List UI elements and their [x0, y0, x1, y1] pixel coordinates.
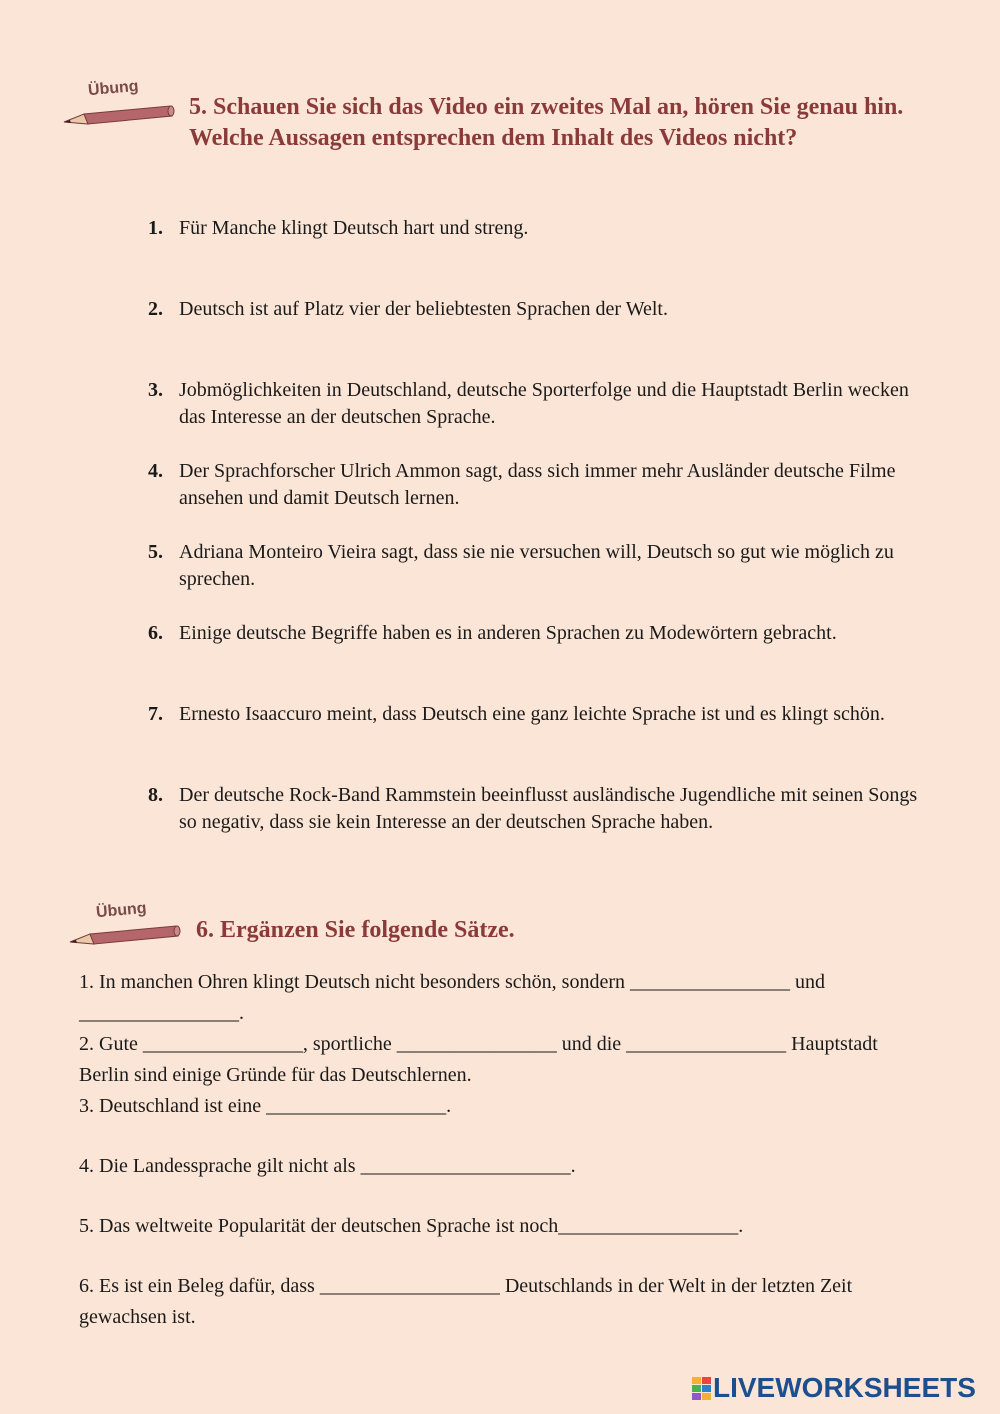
item-number: 5.	[148, 541, 163, 563]
item-number: 2.	[148, 298, 163, 320]
liveworksheets-logo	[692, 1372, 976, 1404]
liveworksheets-logo-icon	[692, 1377, 711, 1400]
fill-sentence: 3. Deutschland ist eine __________________.	[79, 1095, 452, 1117]
item-text: Ernesto Isaaccuro meint, dass Deutsch eine ganz leichte Sprache ist und es klingt schön.	[179, 703, 885, 725]
list-item	[148, 458, 918, 512]
item-text: Jobmöglichkeiten in Deutschland, deutsche Sporterfolge und die Hauptstadt Berlin wecken das Interesse an der deutschen Sprache.	[179, 379, 909, 428]
list-item	[148, 296, 918, 323]
item-text: Einige deutsche Begriffe haben es in anderen Sprachen zu Modewörtern gebracht.	[179, 622, 837, 644]
item-number: 4.	[148, 460, 163, 482]
fill-sentence: 6. Es ist ein Beleg dafür, dass __________________ Deutschlands in der Welt in der letzten Zeit gewachsen ist.	[79, 1275, 853, 1328]
item-text: Der deutsche Rock-Band Rammstein beeinflusst ausländische Jugendliche mit seinen Songs so negativ, dass sie kein Interesse an der deutschen Sprache haben.	[179, 784, 918, 833]
fill-sentence: 2. Gute ________________, sportliche ________________ und die ________________ Hauptstadt Berlin sind einige Gründe für das Deutschlernen.	[79, 1033, 878, 1086]
item-text: Der Sprachforscher Ulrich Ammon sagt, dass sich immer mehr Ausländer deutsche Filme ansehen und damit Deutsch lernen.	[179, 460, 896, 509]
exercise-6-badge-label: Übung	[95, 899, 148, 922]
list-item	[148, 377, 918, 431]
list-item	[148, 215, 918, 242]
item-number: 7.	[148, 703, 163, 725]
fill-sentence: 1. In manchen Ohren klingt Deutsch nicht besonders schön, sondern ________________ und ________________.	[79, 971, 825, 1024]
item-number: 3.	[148, 379, 163, 401]
exercise-5-badge-label: Übung	[87, 77, 140, 100]
fill-sentence: 5. Das weltweite Popularität der deutschen Sprache ist noch__________________.	[79, 1215, 744, 1237]
liveworksheets-logo-text: LIVEWORKSHEETS	[713, 1372, 976, 1403]
item-text: Für Manche klingt Deutsch hart und streng.	[179, 217, 529, 239]
exercise-5-title: 5. Schauen Sie sich das Video ein zweites Mal an, hören Sie genau hin. Welche Aussagen entsprechen dem Inhalt des Videos nicht?	[189, 94, 904, 151]
list-item	[148, 539, 918, 593]
item-number: 1.	[148, 217, 163, 239]
item-number: 6.	[148, 622, 163, 644]
list-item	[148, 701, 918, 728]
exercise-6-title: 6. Ergänzen Sie folgende Sätze.	[196, 917, 515, 943]
list-item	[148, 782, 918, 836]
item-number: 8.	[148, 784, 163, 806]
list-item	[148, 620, 918, 647]
fill-sentence: 4. Die Landessprache gilt nicht als _____________________.	[79, 1155, 576, 1177]
exercise-6-badge	[68, 900, 188, 950]
exercise-5-badge	[62, 77, 182, 130]
item-text: Adriana Monteiro Vieira sagt, dass sie nie versuchen will, Deutsch so gut wie möglich zu sprechen.	[179, 541, 894, 590]
item-text: Deutsch ist auf Platz vier der beliebtesten Sprachen der Welt.	[179, 298, 668, 320]
